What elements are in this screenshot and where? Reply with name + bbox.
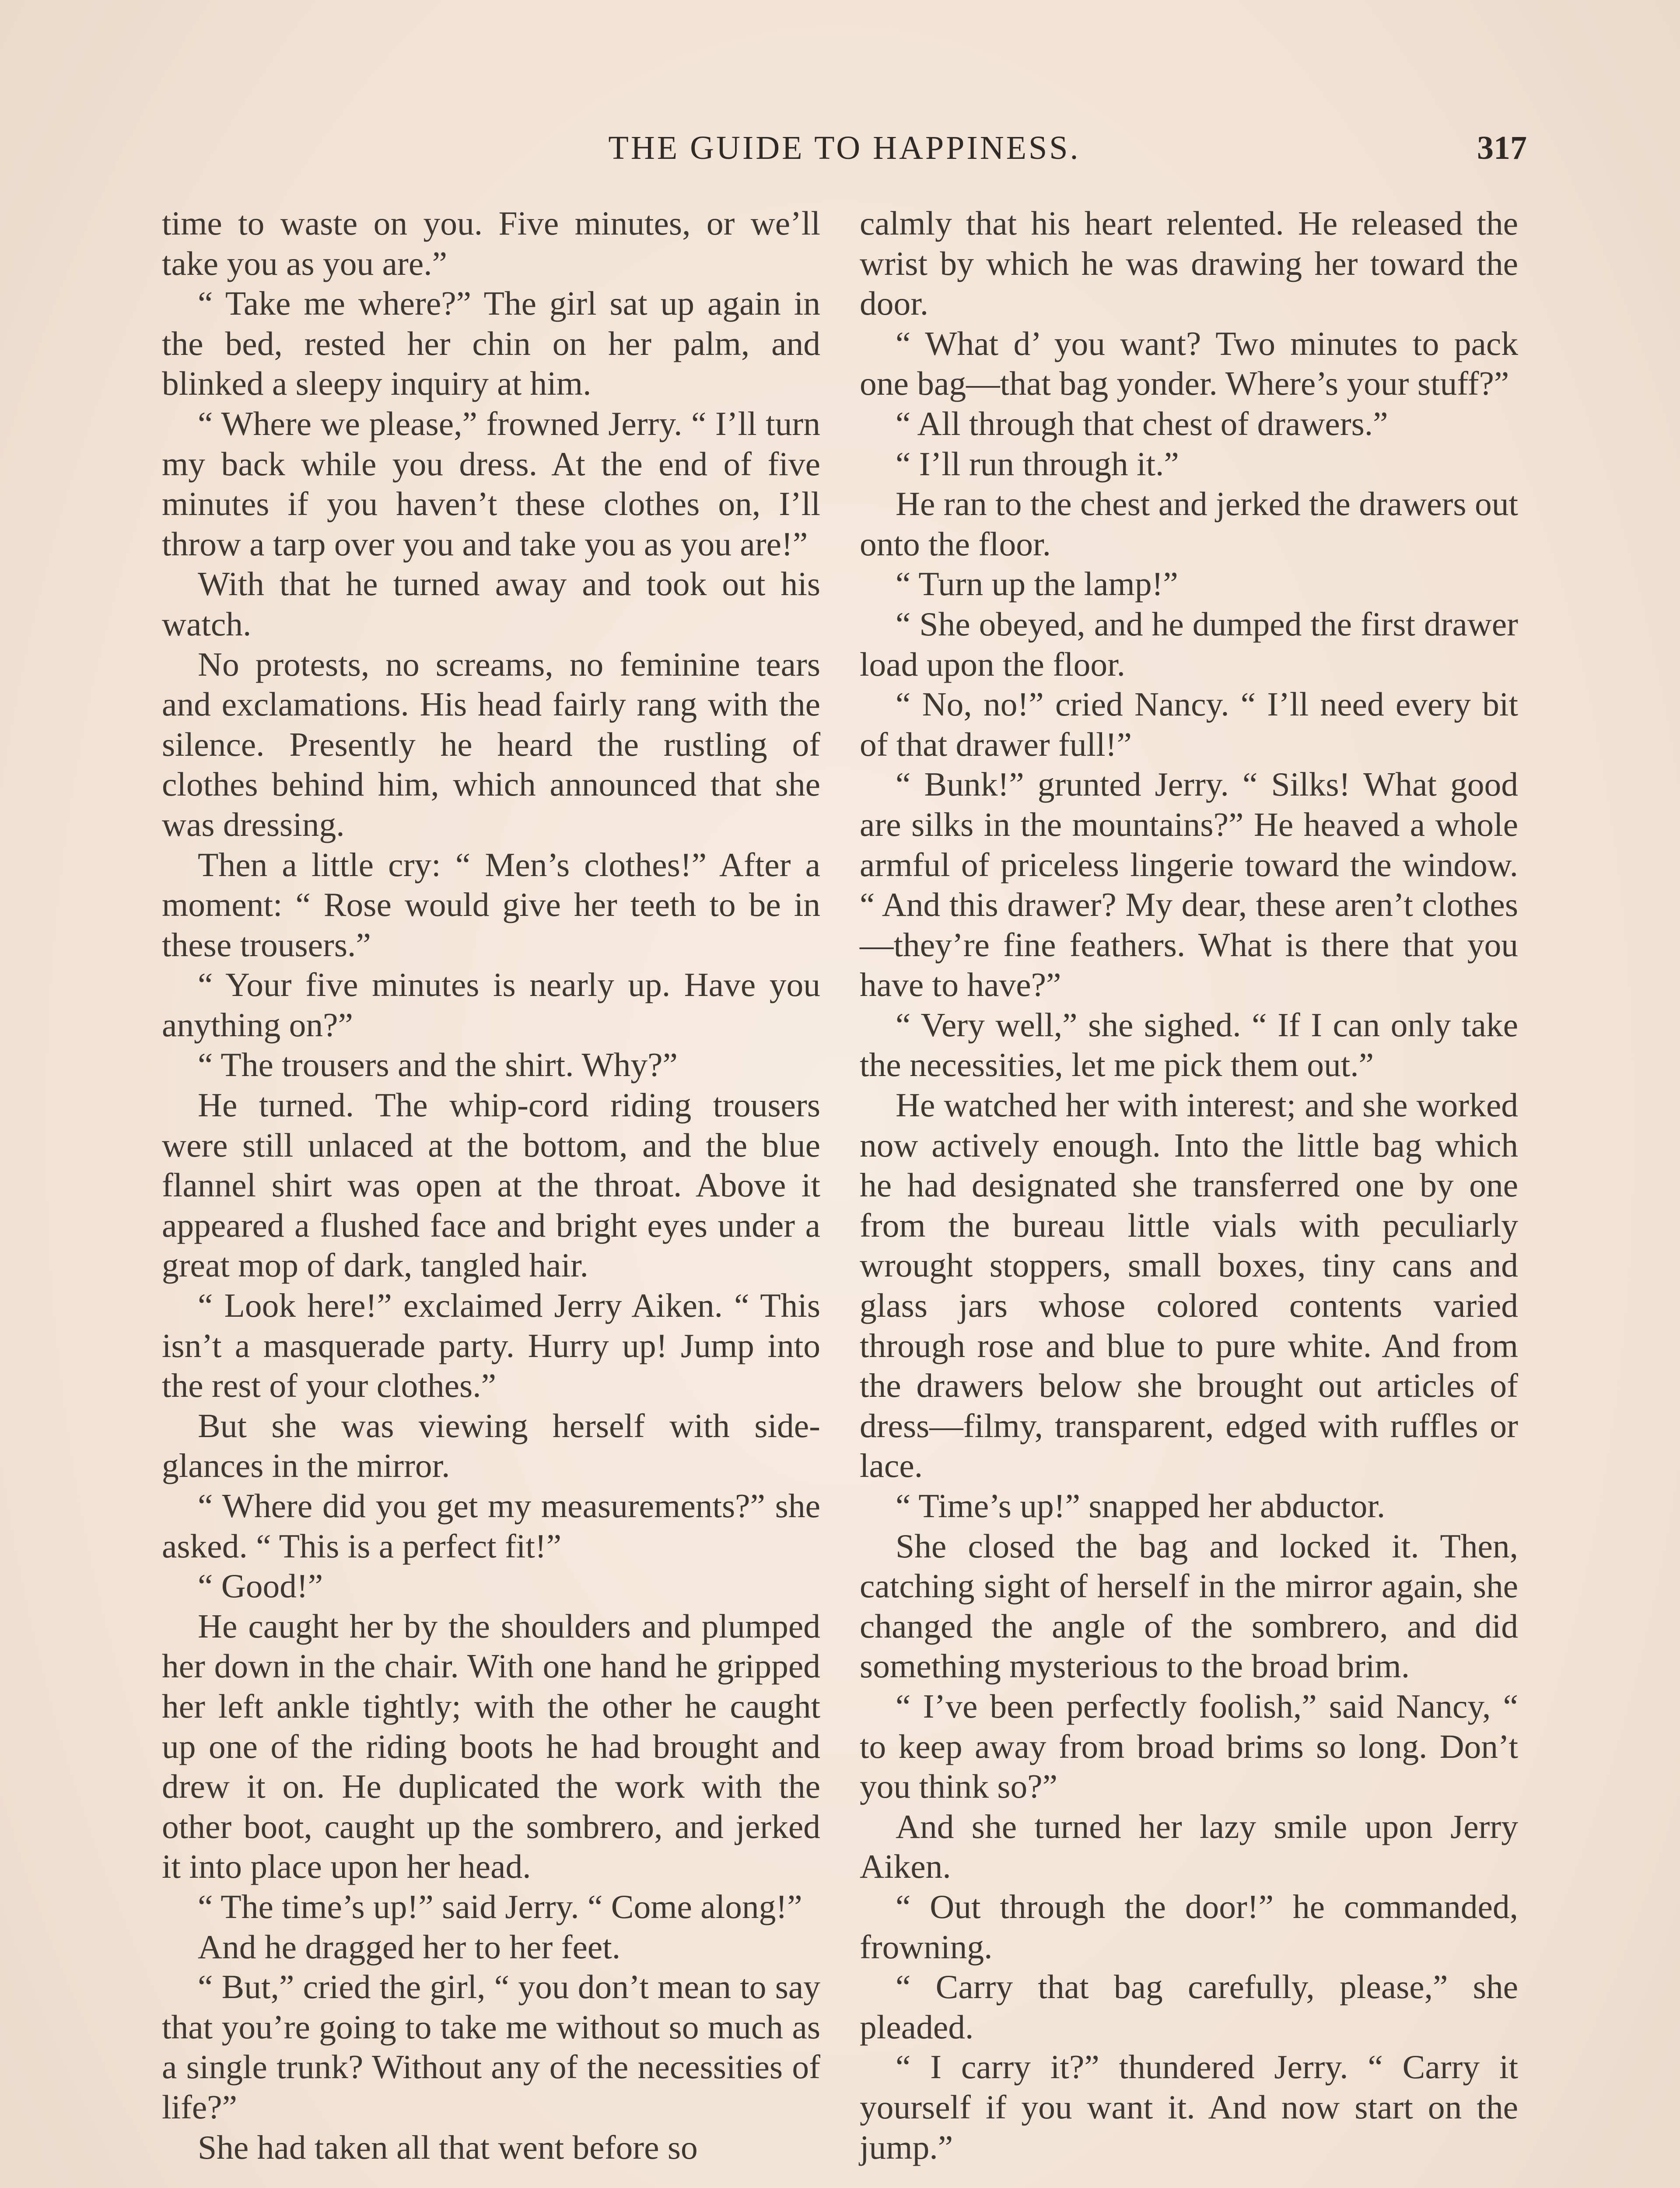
paragraph: She had taken all that went before so: [198, 2128, 698, 2166]
paragraph: But she was viewing herself with side-glances in the mirror.: [162, 1406, 820, 1485]
right-text-column: [860, 203, 1518, 2167]
paragraph: “ Very well,” she sighed. “ If I can only take the necessities, let me pick them out.”: [860, 1006, 1518, 1084]
page-number: 317: [1477, 130, 1527, 166]
paragraph: “ I’ve been perfectly foolish,” said Nancy, “ to keep away from broad brims so long. Don’t you think so?”: [860, 1687, 1518, 1806]
paragraph: No protests, no screams, no feminine tears and exclamations. His head fairly rang with the silence. Presently he heard the rustling of clothes behind him, which announced that she was dressing.: [162, 645, 820, 843]
paragraph: calmly that his heart relented. He released the wrist by which he was drawing her toward the door.: [860, 204, 1518, 323]
paragraph: time to waste on you. Five minutes, or we’ll take you as you are.”: [162, 204, 820, 282]
paragraph: “ She obeyed, and he dumped the first drawer load upon the floor.: [860, 605, 1518, 683]
paragraph: “ Where did you get my measurements?” she asked. “ This is a perfect fit!”: [162, 1487, 820, 1565]
paragraph: “ What d’ you want? Two minutes to pack one bag—that bag yonder. Where’s your stuff?”: [860, 324, 1518, 403]
paragraph: And she turned her lazy smile upon Jerry Aiken.: [860, 1807, 1518, 1886]
paragraph: And he dragged her to her feet.: [198, 1928, 621, 1966]
paragraph: Then a little cry: “ Men’s clothes!” After a moment: “ Rose would give her teeth to be in these trousers.”: [162, 845, 820, 964]
page-header: [162, 129, 1527, 177]
paragraph: “ Look here!” exclaimed Jerry Aiken. “ This isn’t a masquerade party. Hurry up! Jump into the rest of your clothes.”: [162, 1287, 820, 1405]
paragraph: With that he turned away and took out his watch.: [162, 565, 820, 643]
paragraph: “ The trousers and the shirt. Why?”: [198, 1046, 678, 1084]
paragraph: “ Out through the door!” he commanded, frowning.: [860, 1887, 1518, 1966]
running-title: THE GUIDE TO HAPPINESS.: [608, 130, 1081, 166]
paragraph: “ Turn up the lamp!”: [896, 565, 1178, 603]
paragraph: “ The time’s up!” said Jerry. “ Come along!”: [198, 1887, 802, 1925]
paragraph: “ All through that chest of drawers.”: [896, 404, 1388, 442]
paragraph: “ No, no!” cried Nancy. “ I’ll need every bit of that drawer full!”: [860, 685, 1518, 763]
paragraph: “ I carry it?” thundered Jerry. “ Carry it yourself if you want it. And now start on the jump.”: [860, 2048, 1518, 2166]
paragraph: He turned. The whip-cord riding trousers were still unlaced at the bottom, and the blue flannel shirt was open at the throat. Above it appeared a flushed face and bright eyes under a great mop of dark, tangled hair.: [162, 1086, 820, 1284]
paragraph: “ Carry that bag carefully, please,” she pleaded.: [860, 1968, 1518, 2046]
paragraph: She closed the bag and locked it. Then, catching sight of herself in the mirror again, she changed the angle of the sombrero, and did something mysterious to the broad brim.: [860, 1527, 1518, 1685]
paragraph: He ran to the chest and jerked the drawers out onto the floor.: [860, 485, 1518, 563]
paragraph: “ Bunk!” grunted Jerry. “ Silks! What good are silks in the mountains?” He heaved a whole armful of priceless lingerie toward the window. “ And this drawer? My dear, these aren’t clothes—they’re fine feathers. What is there that you have to have?”: [860, 765, 1518, 1004]
paragraph: “ Take me where?” The girl sat up again in the bed, rested her chin on her palm, and blinked a sleepy inquiry at him.: [162, 284, 820, 403]
paragraph: “ But,” cried the girl, “ you don’t mean to say that you’re going to take me without so much as a single trunk? Without any of the necessities of life?”: [162, 1968, 820, 2126]
paragraph: He caught her by the shoulders and plumped her down in the chair. With one hand he gripped her left ankle tightly; with the other he caught up one of the riding boots he had brought and drew it on. He duplicated the work with the other boot, caught up the sombrero, and jerked it into place upon her head.: [162, 1607, 820, 1886]
paragraph: “ Good!”: [198, 1567, 323, 1605]
paragraph: “ Your five minutes is nearly up. Have you anything on?”: [162, 966, 820, 1044]
left-text-column: [162, 203, 820, 2167]
paragraph: “ Where we please,” frowned Jerry. “ I’ll turn my back while you dress. At the end of five minutes if you haven’t these clothes on, I’ll throw a tarp over you and take you as you are!”: [162, 404, 820, 563]
paragraph: “ I’ll run through it.”: [896, 445, 1179, 483]
paragraph: He watched her with interest; and she worked now actively enough. Into the little bag which he had designated she transferred one by one from the bureau little vials with peculiarly wrought stoppers, small boxes, tiny cans and glass jars whose colored contents varied through rose and blue to pure white. And from the drawers below she brought out articles of dress—filmy, transparent, edged with ruffles or lace.: [860, 1086, 1518, 1485]
paragraph: “ Time’s up!” snapped her abductor.: [896, 1487, 1386, 1525]
